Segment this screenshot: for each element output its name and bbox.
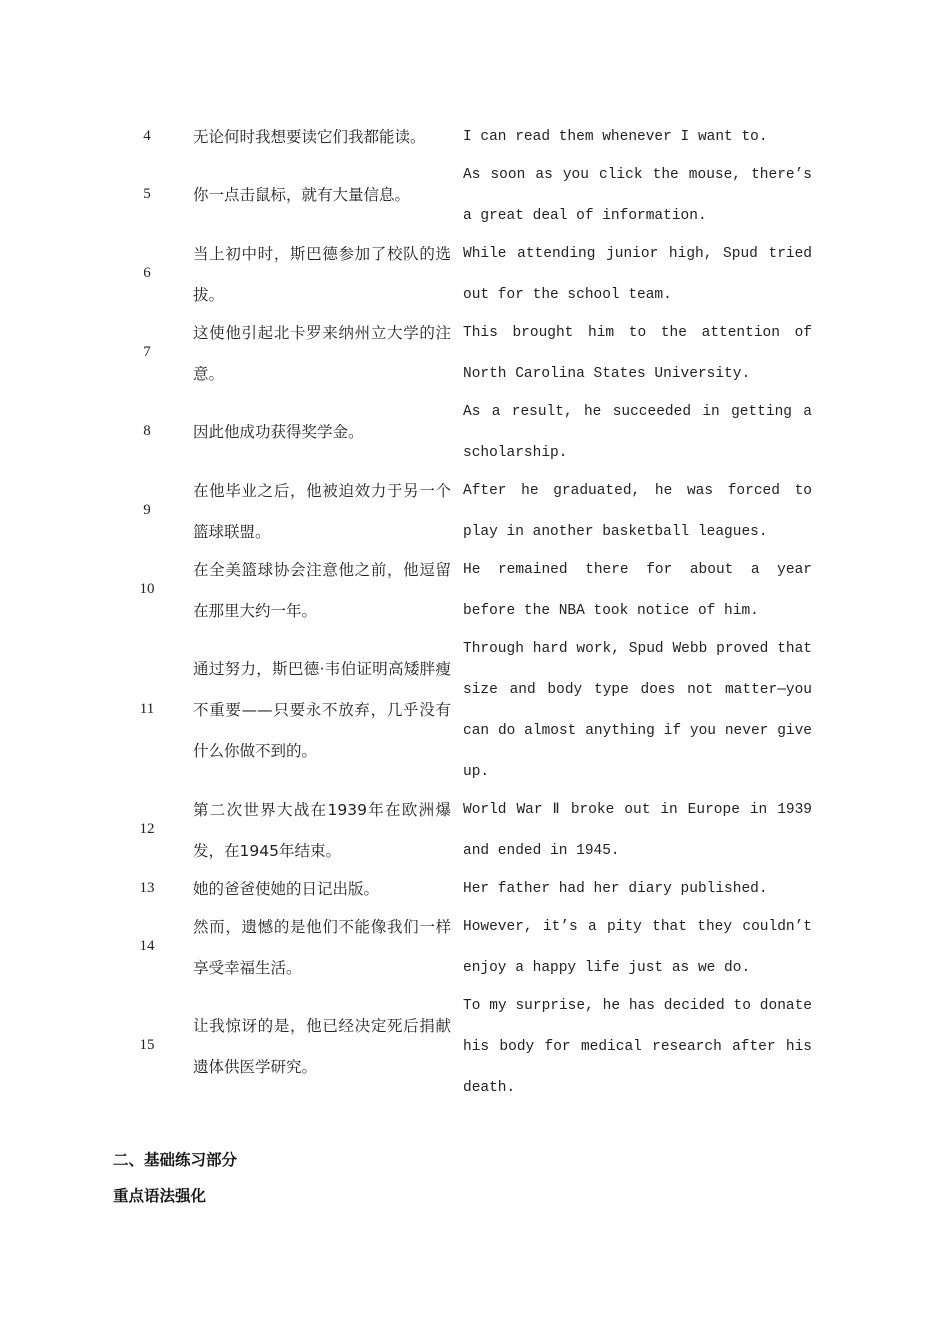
chinese-sentence: 在全美篮球协会注意他之前，他逗留在那里大约一年。 — [193, 561, 451, 620]
row-number: 9 — [143, 502, 151, 518]
row-number: 15 — [139, 1037, 155, 1053]
english-sentence: After he graduated, he was forced to play in another basketball leagues. — [463, 483, 812, 540]
english-sentence: As soon as you click the mouse, there’s a great deal of information. — [463, 167, 812, 224]
chinese-sentence: 在他毕业之后，他被迫效力于另一个篮球联盟。 — [193, 482, 451, 541]
english-sentence: Her father had her diary published. — [463, 881, 768, 897]
table-row — [0, 987, 950, 1107]
table-row — [0, 472, 950, 551]
row-number: 13 — [139, 880, 155, 896]
table-row — [0, 314, 950, 393]
chinese-sentence: 无论何时我想要读它们我都能读。 — [193, 128, 426, 146]
row-number: 4 — [143, 128, 151, 144]
english-sentence: Through hard work, Spud Webb proved that size and body type does not matter—you can do almost anything if you never give up. — [463, 641, 812, 780]
table-row — [0, 908, 950, 987]
english-sentence: He remained there for about a year before the NBA took notice of him. — [463, 562, 812, 619]
english-sentence: To my surprise, he has decided to donate his body for medical research after his death. — [463, 998, 812, 1096]
chinese-sentence: 让我惊讶的是，他已经决定死后捐献遗体供医学研究。 — [193, 1017, 451, 1076]
chinese-sentence: 因此他成功获得奖学金。 — [193, 423, 364, 441]
row-number: 6 — [143, 265, 151, 281]
row-number: 11 — [139, 701, 155, 717]
chinese-sentence: 通过努力，斯巴德·韦伯证明高矮胖瘦不重要——只要永不放弃，几乎没有什么你做不到的。 — [193, 660, 451, 760]
table-row — [0, 156, 950, 235]
row-number: 12 — [139, 821, 155, 837]
table-row — [0, 791, 950, 870]
english-sentence: While attending junior high, Spud tried out for the school team. — [463, 246, 812, 303]
english-sentence: However, it’s a pity that they couldn’t enjoy a happy life just as we do. — [463, 919, 812, 976]
chinese-sentence: 然而，遗憾的是他们不能像我们一样享受幸福生活。 — [193, 918, 451, 977]
english-sentence: World War Ⅱ broke out in Europe in 1939 and ended in 1945. — [463, 802, 812, 859]
chinese-sentence: 这使他引起北卡罗来纳州立大学的注意。 — [193, 324, 451, 383]
section-heading: 二、基础练习部分 — [113, 1151, 238, 1169]
chinese-sentence: 你一点击鼠标，就有大量信息。 — [193, 186, 411, 204]
table-row — [0, 551, 950, 630]
chinese-sentence: 她的爸爸使她的日记出版。 — [193, 880, 380, 898]
table-row — [0, 630, 950, 791]
english-sentence: As a result, he succeeded in getting a scholarship. — [463, 404, 812, 461]
table-row — [0, 393, 950, 472]
row-number: 10 — [139, 581, 155, 597]
sub-heading: 重点语法强化 — [113, 1187, 207, 1205]
row-number: 5 — [143, 186, 151, 202]
row-number: 7 — [143, 344, 151, 360]
table-row — [0, 118, 950, 156]
row-number: 8 — [143, 423, 151, 439]
translation-table — [0, 118, 950, 1107]
chinese-sentence: 当上初中时，斯巴德参加了校队的选拔。 — [193, 245, 451, 304]
english-sentence: I can read them whenever I want to. — [463, 129, 768, 145]
row-number: 14 — [139, 938, 155, 954]
english-sentence: This brought him to the attention of North Carolina States University. — [463, 325, 812, 382]
table-row — [0, 235, 950, 314]
chinese-sentence: 第二次世界大战在1939年在欧洲爆发，在1945年结束。 — [193, 801, 451, 860]
table-row — [0, 870, 950, 908]
